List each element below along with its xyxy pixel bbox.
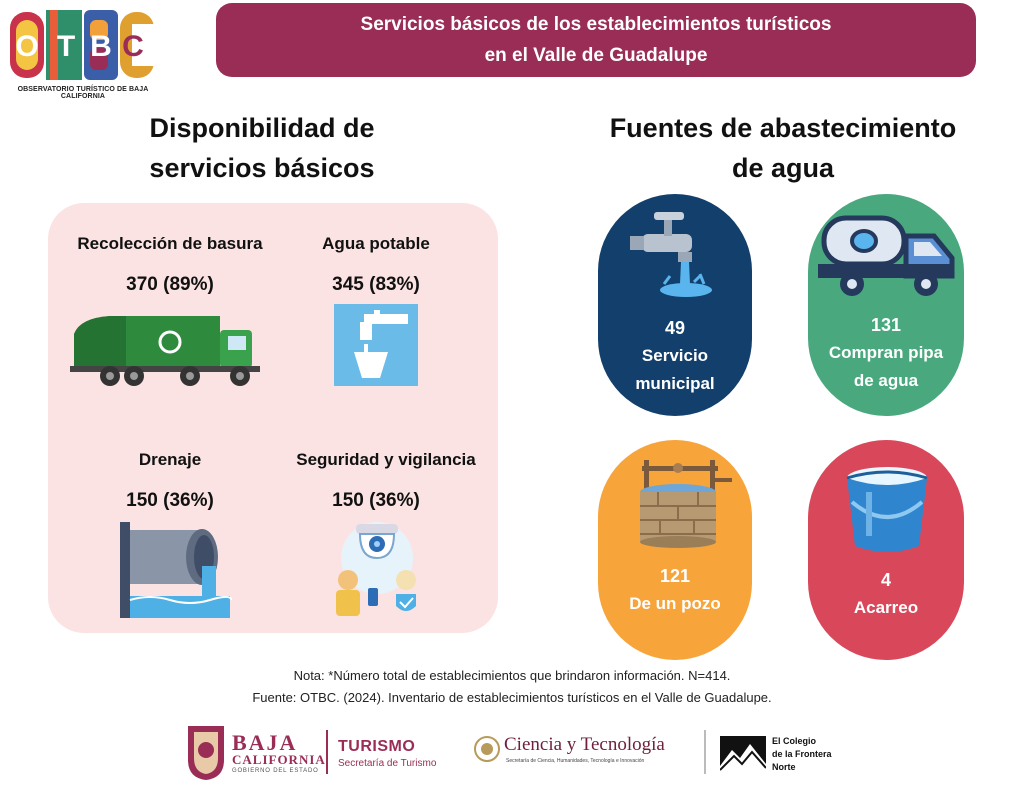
service-value-garbage: 370 (89%) — [126, 274, 214, 295]
bucket-icon — [844, 462, 930, 558]
water-source-truck-line1: Compran pipa — [828, 343, 944, 362]
logo-caption: OBSERVATORIO TURÍSTICO DE BAJA CALIFORNIA — [17, 86, 149, 100]
water-source-truck-number: 131 — [870, 315, 902, 335]
water-faucet-icon — [334, 304, 418, 386]
water-source-truck-line2: de agua — [853, 371, 919, 390]
footer-colef-line1: El Colegio — [772, 736, 817, 746]
drain-pipe-icon — [120, 522, 232, 618]
water-section-title — [588, 108, 978, 188]
services-panel — [48, 203, 498, 633]
water-source-well-number: 121 — [659, 566, 691, 586]
note-text: Nota: *Número total de establecimientos que brindaron información. N=414. — [293, 668, 731, 683]
water-source-municipal-line2: municipal — [635, 374, 715, 393]
water-title-line1: Fuentes de abastecimiento — [609, 113, 957, 143]
service-label-water: Agua potable — [322, 234, 430, 253]
logo-letter-o: O — [15, 30, 39, 63]
water-title-line2: de agua — [731, 153, 835, 183]
logo-letter-b: B — [90, 30, 112, 63]
water-source-carry — [808, 440, 964, 660]
footer-baja-line1: BAJA — [232, 730, 298, 755]
footer-colef-line2: de la Frontera — [772, 749, 832, 759]
water-source-truck — [808, 194, 964, 416]
otbc-logo-letters — [8, 6, 156, 84]
colef-mountain-icon — [720, 736, 766, 772]
well-icon — [628, 456, 740, 552]
water-source-municipal — [598, 194, 752, 416]
header-banner — [216, 3, 976, 77]
service-value-water: 345 (83%) — [332, 274, 420, 295]
logo-letter-t: T — [56, 30, 76, 63]
footer-ciencia-sub: Secretaría de Ciencia, Humanidades, Tecnología e Innovación — [506, 758, 645, 764]
water-source-municipal-number: 49 — [664, 318, 686, 338]
services-title-line2: servicios básicos — [149, 153, 375, 183]
water-source-well — [598, 440, 752, 660]
services-title-line1: Disponibilidad de — [149, 113, 375, 143]
footer-divider-2 — [704, 730, 706, 774]
services-section-title — [100, 108, 424, 188]
logo-letter-c: C — [122, 30, 144, 63]
header-title-line2: en el Valle de Guadalupe — [484, 45, 708, 66]
footer-baja-line2: CALIFORNIA — [232, 752, 326, 767]
faucet-icon — [630, 206, 722, 300]
otbc-logo — [8, 6, 156, 98]
water-truck-icon — [818, 212, 958, 300]
footer-turismo-sub: Secretaría de Turismo — [338, 758, 437, 769]
service-label-security: Seguridad y vigilancia — [296, 450, 476, 469]
service-value-drain: 150 (36%) — [126, 490, 214, 511]
water-source-well-line1: De un pozo — [629, 594, 721, 613]
footer-ciencia: Ciencia y Tecnología — [504, 734, 665, 755]
service-label-drain: Drenaje — [138, 450, 202, 469]
water-source-carry-line1: Acarreo — [853, 598, 919, 617]
header-title-line1: Servicios básicos de los establecimientos turísticos — [360, 14, 832, 35]
water-source-municipal-line1: Servicio — [641, 346, 709, 365]
service-label-garbage: Recolección de basura — [77, 234, 263, 253]
service-value-security: 150 (36%) — [332, 490, 420, 511]
garbage-truck-icon — [70, 312, 266, 388]
footer-colef-line3: Norte — [772, 762, 796, 772]
source-text: Fuente: OTBC. (2024). Inventario de establecimientos turísticos en el Valle de Guadalupe. — [252, 690, 772, 705]
footer-turismo: TURISMO — [338, 738, 416, 755]
footer-divider-1 — [326, 730, 328, 774]
security-camera-icon — [326, 522, 428, 618]
mexico-seal-icon — [474, 736, 500, 762]
footer-baja-line3: GOBIERNO DEL ESTADO — [232, 768, 319, 774]
baja-california-shield-icon — [186, 724, 226, 782]
water-source-carry-number: 4 — [880, 570, 891, 590]
